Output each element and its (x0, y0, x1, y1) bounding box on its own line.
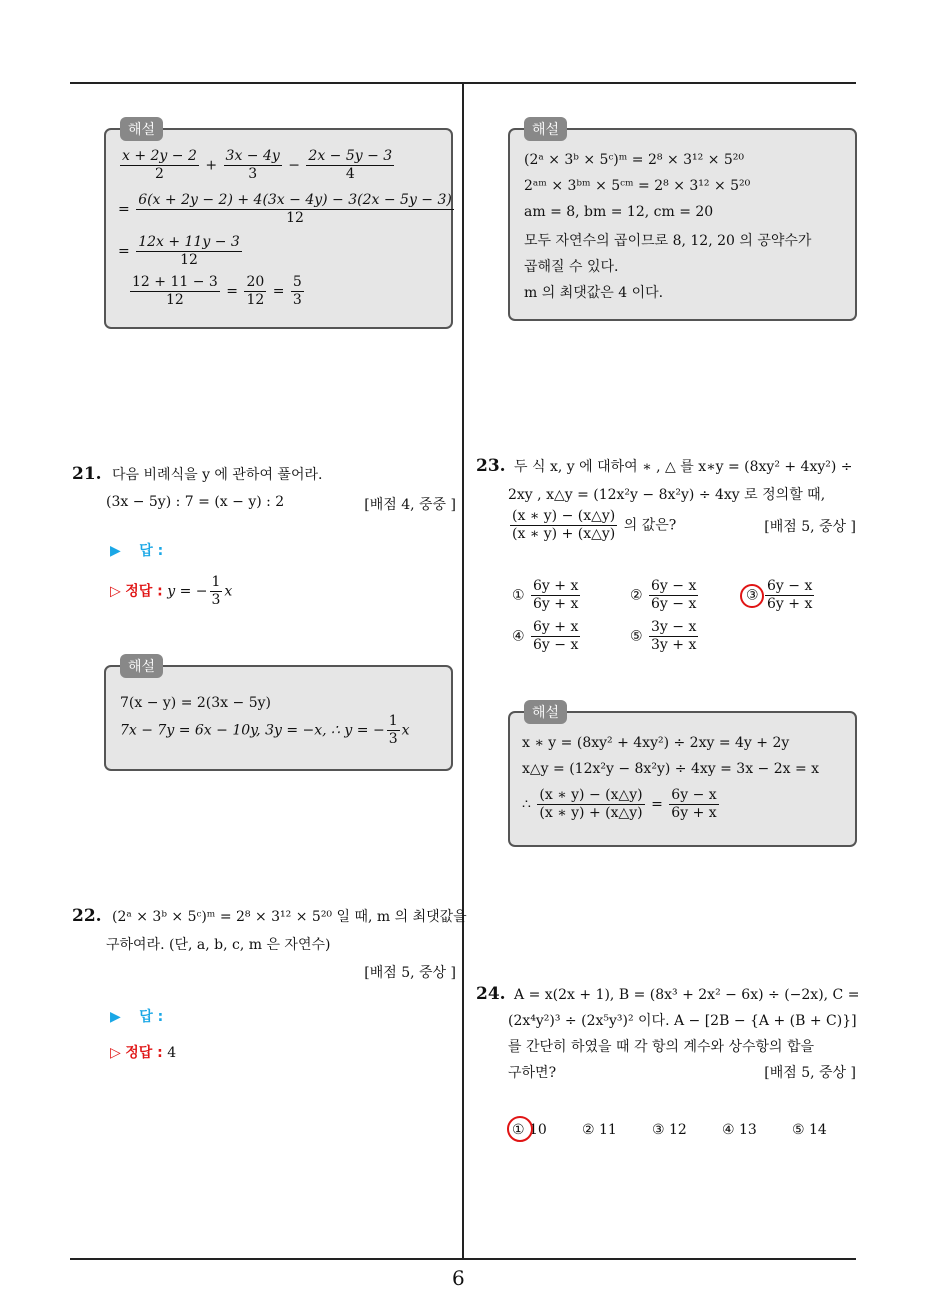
correct-label: 정답 : (125, 583, 163, 600)
option-5[interactable]: ⑤ $\frac{3y - x}{3y + x}$ (630, 619, 697, 653)
solution-line-3: am = 8, bm = 12, cm = 20 (524, 204, 714, 220)
solution-box-21 (104, 659, 453, 771)
problem-expression: (3x − 5y) : 7 = (x − y) : 2 (106, 494, 285, 510)
solution-line-2: 2ᵃᵐ × 3ᵇᵐ × 5ᶜᵐ = 2⁸ × 3¹² × 5²⁰ (524, 178, 751, 194)
answer-marker: ▶ (110, 543, 121, 559)
problem-text-line-3: 를 간단히 하였을 때 각 항의 계수와 상수항의 합을 (508, 1039, 815, 1055)
problem-score: [배점 5, 중상 ] (764, 519, 856, 535)
solution-line-1: 7(x − y) = 2(3x − 5y) (120, 695, 271, 711)
solution-line-2: 7x − 7y = 6x − 10y, 3y = −x, ∴ y = − $\frac{1}{3}$ x (120, 713, 410, 747)
solution-line-4: 모두 자연수의 곱이므로 8, 12, 20 의 공약수가 (524, 233, 812, 249)
problem-text-line-2: 2xy , x△y = (12x²y − 8x²y) ÷ 4xy 로 정의할 때, (508, 487, 826, 503)
solution-box-22 (508, 122, 857, 321)
selected-answer-circle (507, 1116, 533, 1142)
problem-text-line-2: (2x⁴y²)³ ÷ (2x⁵y³)² 이다. A − [2B − {A + (B + C)}] (508, 1013, 857, 1029)
solution-line-1: $\frac{x + 2y - 2}{2}$ + $\frac{3x - 4y}{3}$ − $\frac{2x - 5y - 3}{4}$ (122, 148, 393, 182)
option-5[interactable]: ⑤ 14 (792, 1122, 827, 1138)
solution-line-1: (2ᵃ × 3ᵇ × 5ᶜ)ᵐ = 2⁸ × 3¹² × 5²⁰ (524, 152, 745, 168)
problem-score: [배점 4, 중중 ] (364, 497, 456, 513)
option-2[interactable]: ② $\frac{6y - x}{6y - x}$ (630, 578, 697, 612)
problem-number: 23. (476, 456, 506, 476)
problem-number: 24. (476, 984, 506, 1004)
solution-line-3: = $\frac{12x + 11y - 3}{12}$ (118, 234, 240, 268)
solution-tag: 해설 (120, 654, 163, 678)
selected-answer-circle (740, 584, 764, 608)
option-1[interactable]: ① 10 (512, 1122, 547, 1138)
solution-line-6: m 의 최댓값은 4 이다. (524, 285, 664, 301)
solution-tag: 해설 (524, 117, 567, 141)
bottom-rule (70, 1258, 856, 1260)
option-2[interactable]: ② 11 (582, 1122, 617, 1138)
answer-label[interactable]: 답 : (139, 543, 164, 559)
problem-text-line-1: (2ᵃ × 3ᵇ × 5ᶜ)ᵐ = 2⁸ × 3¹² × 5²⁰ 일 때, m 의 최댓값을 (112, 909, 467, 925)
problem-number: 21. (72, 464, 102, 484)
correct-marker: ▷ (110, 1045, 121, 1061)
option-1[interactable]: ① $\frac{6y + x}{6y + x}$ (512, 578, 579, 612)
correct-marker: ▷ (110, 583, 121, 600)
solution-box-23 (508, 705, 857, 847)
solution-tag: 해설 (524, 700, 567, 724)
problem-text-line-1: A = x(2x + 1), B = (8x³ + 2x² − 6x) ÷ (−2x), C = (514, 987, 860, 1003)
option-3[interactable]: ③ 12 (652, 1122, 687, 1138)
solution-box-20 (104, 122, 453, 329)
correct-value: 4 (167, 1045, 177, 1061)
option-4[interactable]: ④ 13 (722, 1122, 757, 1138)
option-3[interactable]: ③ $\frac{6y - x}{6y + x}$ (746, 578, 813, 612)
solution-line-5: 곱해질 수 있다. (524, 259, 619, 275)
solution-line-1: x ∗ y = (8xy² + 4xy²) ÷ 2xy = 4y + 2y (522, 735, 790, 751)
solution-line-2: = $\frac{6(x + 2y - 2) + 4(3x - 4y) - 3(2x - 5y - 3)}{12}$ (118, 192, 452, 226)
problem-score: [배점 5, 중상 ] (764, 1065, 856, 1081)
solution-line-3: ∴ $\frac{(x ∗ y) - (x\triangle y)}{(x ∗ y) + (x\triangle y)}$ = $\frac{6y - x}{6y + x}$ (522, 787, 717, 821)
option-4[interactable]: ④ $\frac{6y + x}{6y - x}$ (512, 619, 579, 653)
correct-label: 정답 : (125, 1045, 163, 1061)
answer-label[interactable]: 답 : (139, 1009, 164, 1025)
problem-text-line-4: 구하면? (508, 1065, 557, 1081)
problem-text: 다음 비례식을 y 에 관하여 풀어라. (112, 467, 323, 483)
answer-marker: ▶ (110, 1009, 121, 1025)
solution-line-4: $\frac{12 + 11 - 3}{12}$ = $\frac{20}{12}$ = $\frac{5}{3}$ (132, 274, 302, 308)
problem-text-line-2: 구하여라. (단, a, b, c, m 은 자연수) (106, 937, 331, 953)
solution-line-2: x△y = (12x²y − 8x²y) ÷ 4xy = 3x − 2x = x (522, 761, 820, 777)
problem-expression: $\frac{(x ∗ y) - (x\triangle y)}{(x ∗ y) + (x\triangle y)}$ 의 값은? (512, 508, 677, 542)
problem-text-line-1: 두 식 x, y 에 대하여 ∗ , △ 를 x∗y = (8xy² + 4xy²) ÷ (514, 459, 853, 475)
problem-score: [배점 5, 중상 ] (364, 965, 456, 981)
solution-tag: 해설 (120, 117, 163, 141)
page-number: 6 (452, 1266, 465, 1290)
problem-number: 22. (72, 906, 102, 926)
column-divider (462, 84, 464, 1260)
